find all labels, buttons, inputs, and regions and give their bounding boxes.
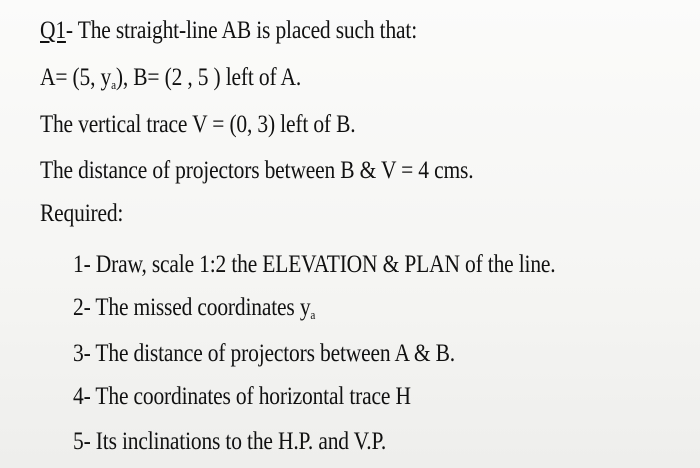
point-a-text: A= (5, y <box>40 64 112 91</box>
required-item <box>73 250 555 280</box>
question-title <box>40 16 417 46</box>
required-item-number: 3- <box>73 340 91 367</box>
required-item-subscript: a <box>310 307 316 322</box>
projector-distance-line: The distance of projectors between B & V = 4 cms. <box>40 157 474 184</box>
required-item-text: The distance of projectors between A & B. <box>95 340 455 367</box>
required-item-number: 1- <box>73 251 91 278</box>
question-number: Q1 <box>40 17 66 44</box>
required-item <box>73 427 386 457</box>
required-item-text: Draw, scale 1:2 the ELEVATION & PLAN of the line. <box>95 251 556 278</box>
question-title-text: - The straight-line AB is placed such that: <box>65 17 418 44</box>
point-b-text: ), B= (2 , 5 ) left of A. <box>115 64 302 91</box>
required-item-number: 5- <box>73 428 91 455</box>
given-points <box>40 63 301 93</box>
required-item <box>73 382 411 412</box>
required-item <box>73 339 455 369</box>
required-item <box>73 293 315 323</box>
required-heading: Required: <box>40 200 124 227</box>
required-item-number: 4- <box>73 383 91 410</box>
required-item-number: 2- <box>73 294 91 321</box>
required-item-text: The missed coordinates y <box>95 294 311 321</box>
required-item-text: The coordinates of horizontal trace H <box>95 383 411 410</box>
required-item-text: Its inclinations to the H.P. and V.P. <box>95 428 387 455</box>
vertical-trace-line: The vertical trace V = (0, 3) left of B. <box>40 111 356 138</box>
point-a-subscript: a <box>111 77 116 92</box>
